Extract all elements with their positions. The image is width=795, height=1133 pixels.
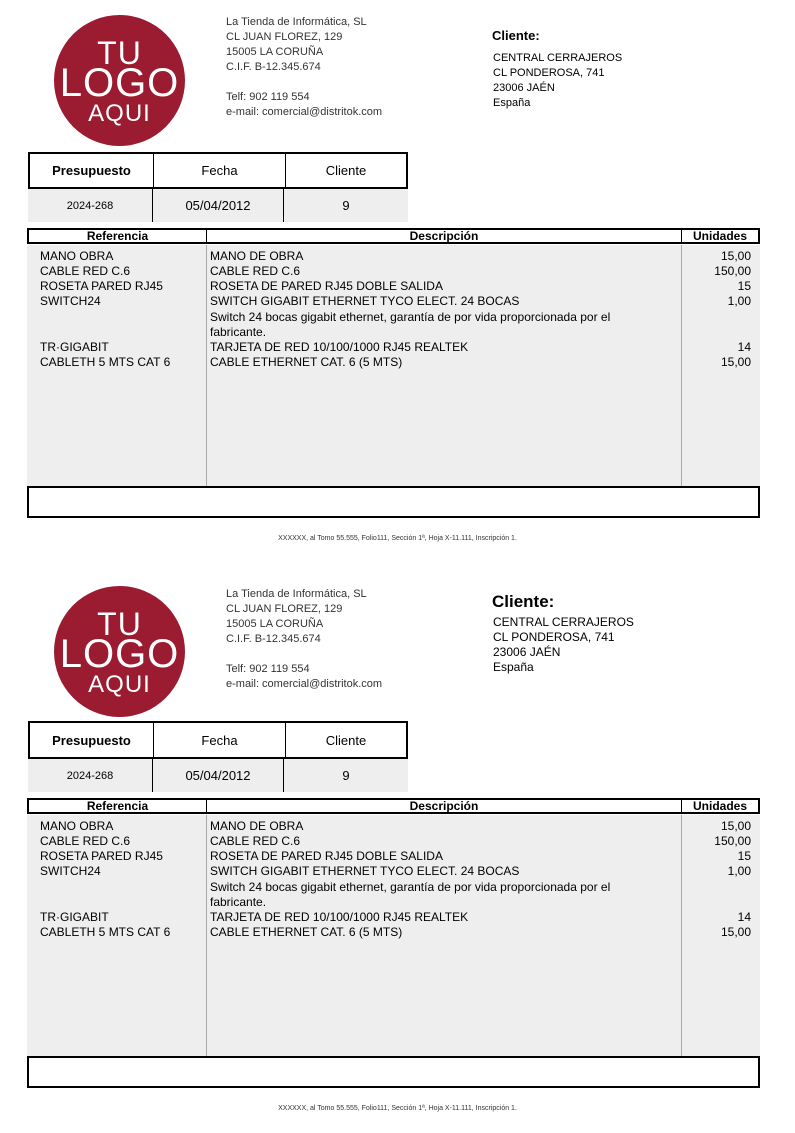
label-cliente: Cliente <box>325 163 367 178</box>
company-logo <box>54 586 185 717</box>
col-referencia: Referencia <box>29 800 207 812</box>
logo-line-3: AQUI <box>88 671 151 698</box>
header-labels <box>28 721 408 759</box>
header-values <box>28 189 408 222</box>
col-descripcion: Descripción <box>207 230 682 242</box>
row-desc: CABLE RED C.6 <box>210 264 301 278</box>
row-ref: SWITCH24 <box>40 294 101 308</box>
col-descripcion: Descripción <box>207 800 682 812</box>
row-ref: TR·GIGABIT <box>40 910 109 924</box>
row-desc: ROSETA DE PARED RJ45 DOBLE SALIDA <box>210 849 443 863</box>
company-cif: C.I.F. B-12.345.674 <box>226 633 321 645</box>
company-address: CL JUAN FLOREZ, 129 <box>226 31 343 43</box>
client-info <box>493 51 622 111</box>
value-fecha: 05/04/2012 <box>152 759 284 792</box>
page-top <box>0 0 795 562</box>
col-referencia: Referencia <box>29 230 207 242</box>
row-units: 15 <box>737 279 751 293</box>
row-desc: TARJETA DE RED 10/100/1000 RJ45 REALTEK <box>210 910 469 924</box>
table-body <box>27 245 760 486</box>
company-name: La Tienda de Informática, SL <box>226 16 367 28</box>
row-ref: ROSETA PARED RJ45 <box>40 849 163 863</box>
company-info <box>226 587 382 692</box>
row-desc: TARJETA DE RED 10/100/1000 RJ45 REALTEK <box>210 340 469 354</box>
client-title: Cliente: <box>492 592 555 611</box>
row-ref: MANO OBRA <box>40 819 114 833</box>
column-divider <box>206 245 207 486</box>
client-name: CENTRAL CERRAJEROS <box>493 615 634 629</box>
row-desc: CABLE ETHERNET CAT. 6 (5 MTS) <box>210 355 403 369</box>
row-desc: Switch 24 bocas gigabit ethernet, garantía de por vida proporcionada por el <box>210 880 611 894</box>
company-cif: C.I.F. B-12.345.674 <box>226 61 321 73</box>
company-phone: Telf: 902 119 554 <box>226 663 310 675</box>
row-units: 1,00 <box>727 864 751 878</box>
row-desc: ROSETA DE PARED RJ45 DOBLE SALIDA <box>210 279 443 293</box>
value-fecha: 05/04/2012 <box>152 189 284 222</box>
row-desc: CABLE RED C.6 <box>210 834 301 848</box>
client-title: Cliente: <box>492 28 540 43</box>
value-presupuesto: 2024-268 <box>66 199 114 212</box>
logo-line-1: TU <box>97 35 142 71</box>
client-info <box>493 615 634 675</box>
value-presupuesto: 2024-268 <box>66 769 114 782</box>
row-units: 150,00 <box>714 834 751 848</box>
row-desc: SWITCH GIGABIT ETHERNET TYCO ELECT. 24 BOCAS <box>210 864 520 878</box>
row-units: 1,00 <box>727 294 751 308</box>
client-name: CENTRAL CERRAJEROS <box>493 52 623 64</box>
row-ref: TR·GIGABIT <box>40 340 109 354</box>
client-country: España <box>493 660 534 674</box>
company-city: 15005 LA CORUÑA <box>226 618 324 630</box>
company-address: CL JUAN FLOREZ, 129 <box>226 603 343 615</box>
label-presupuesto: Presupuesto <box>30 154 154 187</box>
row-desc: Switch 24 bocas gigabit ethernet, garantía de por vida proporcionada por el <box>210 310 611 324</box>
row-units: 15,00 <box>720 355 751 369</box>
company-logo <box>54 15 185 146</box>
logo-line-1: TU <box>97 606 142 642</box>
totals-box <box>27 486 760 518</box>
footer-registry: XXXXXX, al Tomo 55.555, Folio111, Sección 1ª, Hoja X-11.111, Inscripción 1. <box>278 535 517 542</box>
row-ref: SWITCH24 <box>40 864 101 878</box>
client-city: 23006 JAÉN <box>493 645 561 659</box>
row-units: 15,00 <box>720 819 751 833</box>
label-fecha: Fecha <box>154 154 286 187</box>
row-desc: SWITCH GIGABIT ETHERNET TYCO ELECT. 24 BOCAS <box>210 294 520 308</box>
label-presupuesto: Presupuesto <box>30 723 154 757</box>
row-units: 15,00 <box>720 925 751 939</box>
client-country: España <box>493 97 531 109</box>
col-unidades: Unidades <box>692 799 747 813</box>
table-header <box>27 228 760 244</box>
value-cliente: 9 <box>342 768 350 783</box>
row-desc: CABLE ETHERNET CAT. 6 (5 MTS) <box>210 925 403 939</box>
row-units: 14 <box>737 340 751 354</box>
company-name: La Tienda de Informática, SL <box>226 588 367 600</box>
row-units: 15,00 <box>720 249 751 263</box>
page-bottom <box>0 571 795 1133</box>
company-email: e-mail: comercial@distritok.com <box>226 678 383 690</box>
client-address: CL PONDEROSA, 741 <box>493 630 615 644</box>
label-cliente: Cliente <box>325 732 367 748</box>
client-address: CL PONDEROSA, 741 <box>493 67 605 79</box>
logo-line-2: LOGO <box>59 632 180 676</box>
company-info <box>226 15 382 120</box>
row-ref: CABLETH 5 MTS CAT 6 <box>40 925 171 939</box>
company-email: e-mail: comercial@distritok.com <box>226 106 383 118</box>
row-desc: fabricante. <box>210 325 267 339</box>
row-units: 150,00 <box>714 264 751 278</box>
row-ref: ROSETA PARED RJ45 <box>40 279 163 293</box>
col-unidades: Unidades <box>692 229 747 243</box>
column-divider <box>206 815 207 1056</box>
row-units: 14 <box>737 910 751 924</box>
table-header <box>27 798 760 814</box>
company-phone: Telf: 902 119 554 <box>226 91 310 103</box>
logo-line-3: AQUI <box>88 100 151 127</box>
header-values <box>28 759 408 792</box>
row-ref: CABLE RED C.6 <box>40 834 131 848</box>
row-ref: CABLETH 5 MTS CAT 6 <box>40 355 171 369</box>
value-cliente: 9 <box>342 198 350 213</box>
row-units: 15 <box>737 849 751 863</box>
client-city: 23006 JAÉN <box>493 82 555 94</box>
row-ref: CABLE RED C.6 <box>40 264 131 278</box>
row-desc: MANO DE OBRA <box>210 819 304 833</box>
header-labels <box>28 152 408 189</box>
footer-registry: XXXXXX, al Tomo 55.555, Folio111, Sección 1ª, Hoja X-11.111, Inscripción 1. <box>278 1105 517 1112</box>
label-fecha: Fecha <box>154 723 286 757</box>
logo-line-2: LOGO <box>59 61 180 105</box>
row-ref: MANO OBRA <box>40 249 114 263</box>
table-body <box>27 815 760 1056</box>
row-desc: fabricante. <box>210 895 267 909</box>
company-city: 15005 LA CORUÑA <box>226 46 324 58</box>
totals-box <box>27 1056 760 1088</box>
row-desc: MANO DE OBRA <box>210 249 304 263</box>
